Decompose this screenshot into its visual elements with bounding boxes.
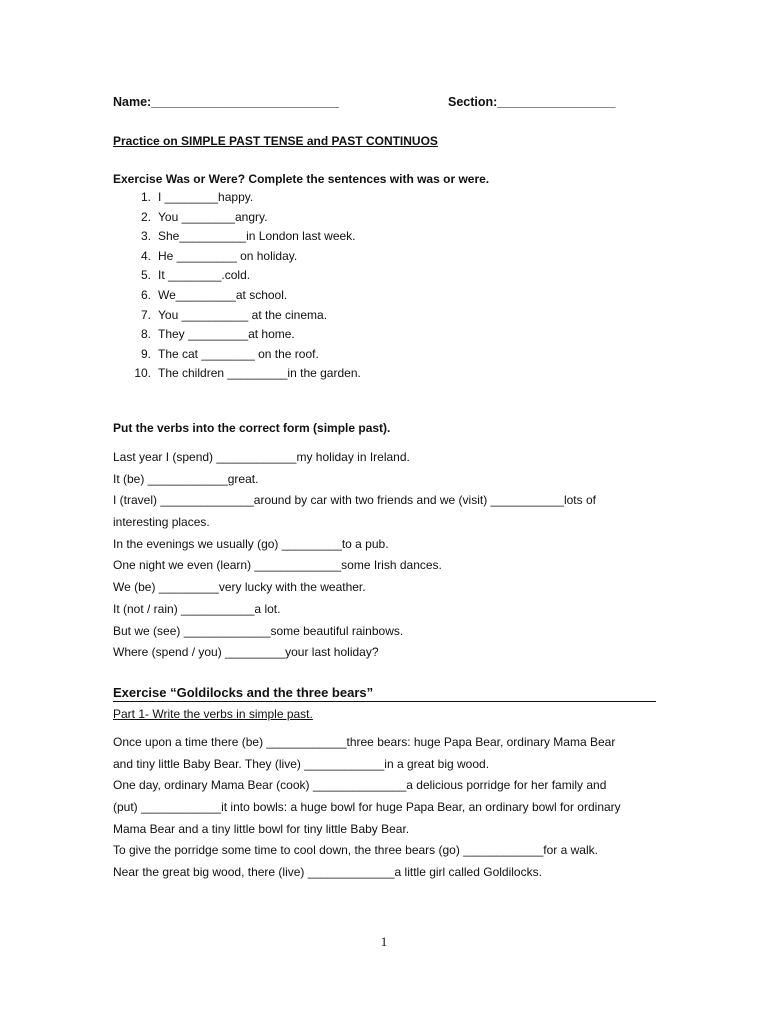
exercise3-part1-instruction: Part 1- Write the verbs in simple past. — [113, 707, 313, 721]
item-text: The cat ________ on the roof. — [158, 346, 319, 361]
exercise3-text — [113, 735, 621, 887]
section-field: Section:_________________ — [448, 95, 616, 109]
text-line: interesting places. — [113, 515, 210, 530]
item-text: You __________ at the cinema. — [158, 307, 328, 322]
text-line: It (be) ____________great. — [113, 471, 259, 486]
text-line: I (travel) ______________around by car with two friends and we (visit) ___________lots of — [113, 493, 596, 508]
exercise3-heading: Exercise “Goldilocks and the three bears” — [113, 686, 656, 702]
worksheet-title: Practice on SIMPLE PAST TENSE and PAST CONTINUOS — [113, 134, 438, 148]
item-text: I ________happy. — [158, 190, 254, 204]
item-number: 2. — [140, 209, 151, 224]
item-text: You ________angry. — [158, 209, 268, 224]
item-text: He _________ on holiday. — [158, 248, 298, 263]
text-line: We (be) _________very lucky with the weather. — [113, 580, 366, 595]
exercise1-heading: Exercise Was or Were? Complete the sentences with was or were. — [113, 172, 490, 186]
text-line: Near the great big wood, there (live) _____________a little girl called Goldilocks. — [113, 865, 542, 880]
item-number: 4. — [140, 248, 151, 263]
text-line: One day, ordinary Mama Bear (cook) ______________a delicious porridge for her family and — [113, 778, 607, 793]
text-line: Last year I (spend) ____________my holiday in Ireland. — [113, 450, 410, 464]
item-text: The children _________in the garden. — [158, 366, 361, 381]
item-number: 9. — [140, 346, 151, 361]
text-line: In the evenings we usually (go) _________to a pub. — [113, 536, 389, 551]
item-number: 3. — [140, 229, 151, 244]
text-line: Once upon a time there (be) ____________three bears: huge Papa Bear, ordinary Mama Bear — [113, 735, 616, 749]
text-line: (put) ____________it into bowls: a huge bowl for huge Papa Bear, an ordinary bowl for ordinary — [113, 800, 621, 815]
item-text: It ________.cold. — [158, 268, 251, 283]
item-text: We_________at school. — [158, 287, 288, 302]
item-number: 7. — [140, 307, 151, 322]
page-number: 1 — [380, 934, 388, 949]
text-line: But we (see) _____________some beautiful rainbows. — [113, 623, 404, 638]
item-number: 5. — [140, 268, 151, 283]
text-line: One night we even (learn) _____________some Irish dances. — [113, 558, 442, 573]
name-field: Name:___________________________ — [113, 95, 339, 109]
text-line: and tiny little Baby Bear. They (live) ____________in a great big wood. — [113, 756, 490, 771]
item-text: She__________in London last week. — [158, 229, 356, 244]
exercise2-text — [113, 450, 596, 667]
item-number: 6. — [140, 287, 151, 302]
text-line: Mama Bear and a tiny little bowl for tiny little Baby Bear. — [113, 821, 410, 836]
item-text: They _________at home. — [158, 327, 295, 342]
item-number: 8. — [140, 327, 151, 342]
item-number: 10. — [134, 366, 151, 381]
text-line: It (not / rain) ___________a lot. — [113, 601, 281, 616]
text-line: To give the porridge some time to cool down, the three bears (go) ____________for a walk. — [113, 843, 598, 858]
exercise2-heading: Put the verbs into the correct form (simple past). — [113, 421, 391, 435]
item-number: 1. — [140, 190, 151, 204]
text-line: Where (spend / you) _________your last holiday? — [113, 645, 379, 660]
